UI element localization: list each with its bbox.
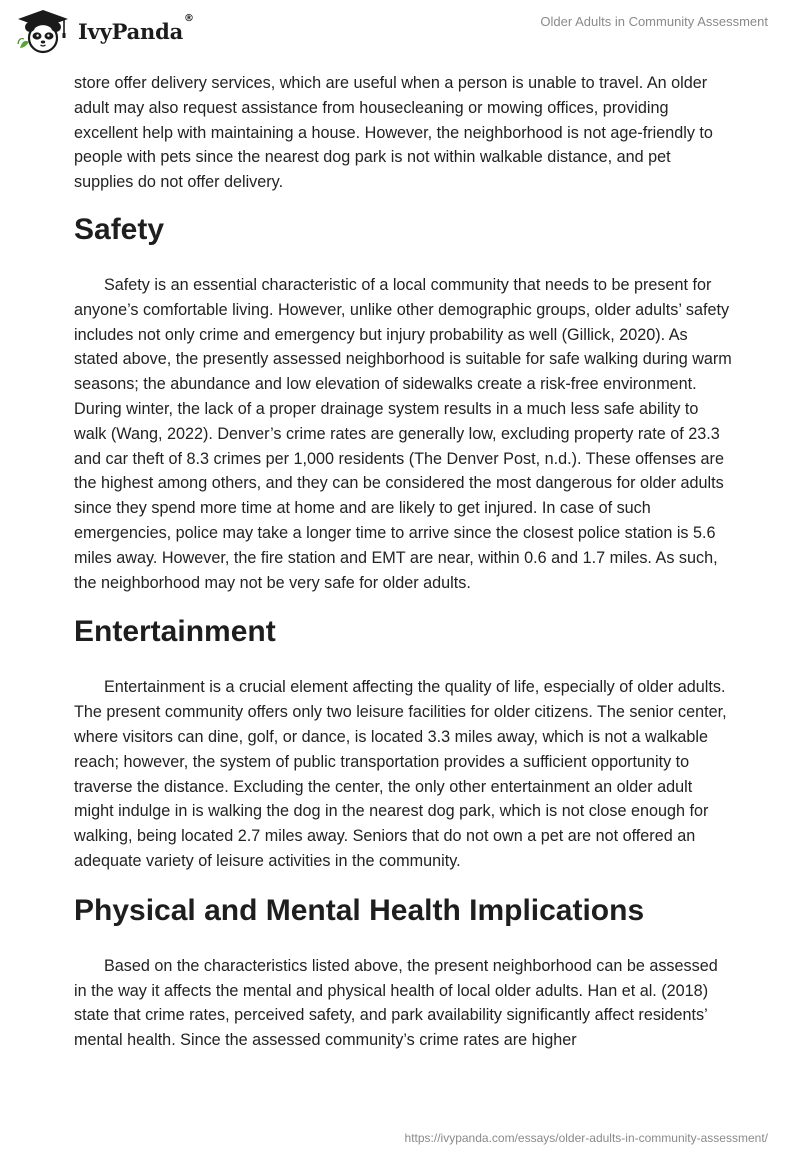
source-url-link[interactable]: https://ivypanda.com/essays/older-adults-in-community-assessment/ xyxy=(404,1131,768,1145)
document-title: Older Adults in Community Assessment xyxy=(540,14,768,29)
intro-paragraph: store offer delivery services, which are useful when a person is unable to travel. An older adult may also request assistance from housecleaning or mowing offices, providing excellent help with maintaining a house. However, the neighborhood is not age-friendly to people with pets since the nearest dog park is not within walkable distance, and pet supplies do not offer delivery. xyxy=(74,74,713,192)
panda-logo-icon xyxy=(14,8,72,54)
entertainment-paragraph: Entertainment is a crucial element affecting the quality of life, especially of older adults. The present community offers only two leisure facilities for older citizens. The senior center, where visitors can dine, golf, or dance, is located 3.3 miles away, which is not a walkable reach; however, the system of public transportation provides a sufficient opportunity to traverse the distance. Excluding the center, the only other entertainment an older adult might indulge in is walking the dog in the nearest dog park, which is not close enough for walking, being located 2.7 miles away. Seniors that do not own a pet are not offered an adequate variety of leisure activities in the community. xyxy=(74,678,727,870)
page-header xyxy=(0,0,800,70)
brand-logo[interactable] xyxy=(14,8,194,54)
entertainment-heading: Entertainment xyxy=(74,615,276,649)
safety-paragraph: Safety is an essential characteristic of a local community that needs to be present for anyone’s comfortable living. However, unlike other demographic groups, older adults’ safety includes not only crime and emergency but injury probability as well (Gillick, 2020). As stated above, the presently assessed neighborhood is suitable for safe walking during warm seasons; the abundance and low elevation of sidewalks create a risk-free environment. During winter, the lack of a proper drainage system results in a much less safe ability to walk (Wang, 2022). Denver’s crime rates are generally low, excluding property rate of 23.3 and car theft of 8.3 crimes per 1,000 residents (The Denver Post, n.d.). These offenses are the highest among others, and they can be considered the most dangerous for older adults since they spend more time at home and are likely to get injured. In case of such emergencies, police may take a longer time to arrive since the closest police station is 5.6 miles away. However, the fire station and EMT are near, within 0.6 and 1.7 miles. As such, the neighborhood may not be very safe for older adults. xyxy=(74,275,732,592)
article-body xyxy=(74,71,734,1053)
registered-mark: ® xyxy=(184,12,194,24)
health-heading: Physical and Mental Health Implications xyxy=(74,893,645,927)
safety-heading: Safety xyxy=(74,212,165,246)
health-paragraph: Based on the characteristics listed above, the present neighborhood can be assessed in the way it affects the mental and physical health of local older adults. Han et al. (2018) state that crime rates, perceived safety, and park availability significantly affect residents’ mental health. Since the assessed community’s crime rates are higher xyxy=(74,956,718,1050)
brand-name: IvyPanda® xyxy=(78,12,194,44)
